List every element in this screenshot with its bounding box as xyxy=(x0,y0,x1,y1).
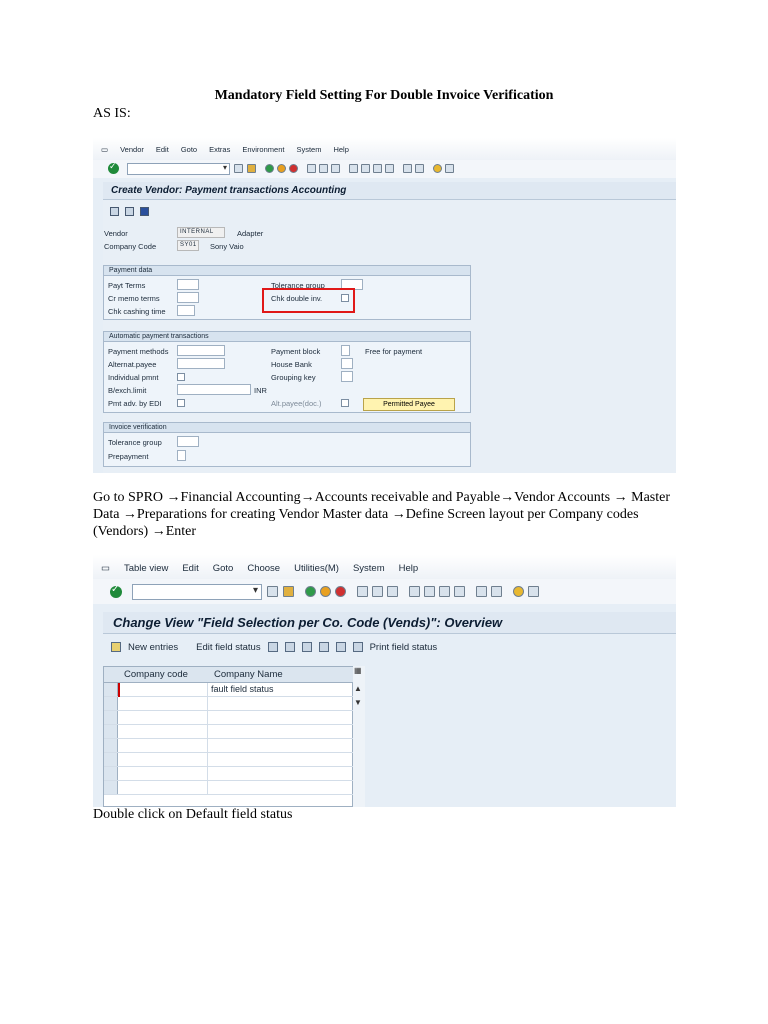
table-row[interactable] xyxy=(104,739,354,753)
exit-icon[interactable] xyxy=(277,164,286,173)
highlight-box xyxy=(262,288,355,313)
standard-toolbar xyxy=(93,579,676,604)
menu-item-help[interactable]: Help xyxy=(333,145,349,154)
shortcut-icon[interactable] xyxy=(491,586,502,597)
individual-pmnt-checkbox[interactable] xyxy=(177,373,185,381)
grouping-key-label: Grouping key xyxy=(271,373,316,382)
house-bank-field[interactable] xyxy=(341,358,353,369)
find-icon[interactable] xyxy=(319,164,328,173)
tolerance-group-label: Tolerance group xyxy=(271,281,325,290)
enter-icon[interactable] xyxy=(110,586,122,598)
menu-item-system[interactable]: System xyxy=(296,145,322,154)
payment-methods-label: Payment methods xyxy=(108,347,169,356)
print-icon[interactable] xyxy=(307,164,316,173)
save-icon[interactable] xyxy=(247,164,256,173)
help-icon[interactable] xyxy=(513,586,524,597)
company-code-description: Sony Vaio xyxy=(210,242,244,251)
payment-block-description: Free for payment xyxy=(365,347,423,356)
company-code-cell[interactable] xyxy=(118,697,208,711)
company-code-cell[interactable] xyxy=(118,725,208,739)
currency-label: INR xyxy=(254,386,267,395)
row-selector[interactable] xyxy=(104,739,118,752)
exit-icon[interactable] xyxy=(320,586,331,597)
edit-field-status-button[interactable]: Edit field status xyxy=(196,641,261,653)
row-selector[interactable] xyxy=(104,767,118,780)
payt-terms-field[interactable] xyxy=(177,279,199,290)
menu-bar xyxy=(93,555,676,579)
new-entries-button[interactable]: New entries xyxy=(128,641,179,653)
last-page-icon[interactable] xyxy=(385,164,394,173)
scroll-down-icon[interactable]: ▼ xyxy=(354,698,362,707)
individual-pmnt-label: Individual pmnt xyxy=(108,373,159,382)
b-exch-limit-label: B/exch.limit xyxy=(108,386,147,395)
menu-icon[interactable]: ▭ xyxy=(101,563,110,574)
previous-page-icon[interactable] xyxy=(361,164,370,173)
invoice-verification-title: Invoice verification xyxy=(104,423,470,433)
company-name-cell[interactable] xyxy=(208,753,354,767)
row-selector[interactable] xyxy=(104,711,118,724)
row-selector[interactable] xyxy=(104,683,118,696)
menu-item-goto[interactable]: Goto xyxy=(212,563,234,574)
prepayment-label: Prepayment xyxy=(108,452,149,461)
new-entries-icon[interactable] xyxy=(111,642,121,652)
back-icon[interactable] xyxy=(305,586,316,597)
back-arrow-icon[interactable] xyxy=(267,586,278,597)
menu-item-extras[interactable]: Extras xyxy=(209,145,231,154)
create-vendor-screenshot xyxy=(93,138,676,473)
company-code-cell[interactable] xyxy=(118,781,208,795)
help-icon[interactable] xyxy=(433,164,442,173)
next-page-icon[interactable] xyxy=(373,164,382,173)
delete-icon[interactable] xyxy=(285,642,295,652)
print-icon[interactable] xyxy=(357,586,368,597)
next-page-icon[interactable] xyxy=(439,586,450,597)
application-toolbar xyxy=(103,637,676,657)
company-code-cell[interactable] xyxy=(118,753,208,767)
company-code-cell[interactable] xyxy=(118,711,208,725)
menu-list xyxy=(93,145,349,154)
company-name-cell[interactable] xyxy=(208,697,354,711)
payment-block-label: Payment block xyxy=(271,347,321,356)
display-icon[interactable] xyxy=(125,207,134,216)
save-icon[interactable] xyxy=(283,586,294,597)
select-block-icon[interactable] xyxy=(336,642,346,652)
pmt-adv-edi-checkbox[interactable] xyxy=(177,399,185,407)
cr-memo-terms-field[interactable] xyxy=(177,292,199,303)
new-session-icon[interactable] xyxy=(476,586,487,597)
document-title: Mandatory Field Setting For Double Invoice Verification xyxy=(214,88,554,103)
other-vendor-icon[interactable] xyxy=(110,207,119,216)
menu-item-utilities[interactable]: Utilities(M) xyxy=(294,563,339,574)
column-settings-icon[interactable]: ▦ xyxy=(354,666,362,675)
iv-tolerance-group-label: Tolerance group xyxy=(108,438,162,447)
menu-item-help[interactable]: Help xyxy=(398,563,419,574)
chk-cashing-time-field[interactable] xyxy=(177,305,195,316)
cancel-icon[interactable] xyxy=(289,164,298,173)
table-row[interactable] xyxy=(104,711,354,725)
column-company-name[interactable]: Company Name xyxy=(214,669,283,680)
row-selector[interactable] xyxy=(104,753,118,766)
menu-item-goto[interactable]: Goto xyxy=(180,145,198,154)
table-row[interactable] xyxy=(104,697,354,711)
command-field[interactable] xyxy=(127,163,230,175)
grouping-key-field[interactable] xyxy=(341,371,353,382)
row-selector[interactable] xyxy=(104,781,118,794)
company-code-cell[interactable] xyxy=(118,683,208,697)
table-row[interactable] xyxy=(104,683,354,697)
house-bank-label: House Bank xyxy=(271,360,312,369)
menu-item-table-view[interactable]: Table view xyxy=(123,563,169,574)
payment-data-title: Payment data xyxy=(104,266,470,276)
table-row[interactable] xyxy=(104,753,354,767)
shortcut-icon[interactable] xyxy=(415,164,424,173)
iv-tolerance-group-field[interactable] xyxy=(177,436,199,447)
layout-menu-icon[interactable] xyxy=(528,586,539,597)
menu-bar xyxy=(93,138,676,160)
payment-methods-field[interactable] xyxy=(177,345,225,356)
payt-terms-label: Payt Terms xyxy=(108,281,146,290)
last-page-icon[interactable] xyxy=(454,586,465,597)
payment-block-field[interactable] xyxy=(341,345,350,356)
copy-icon[interactable] xyxy=(268,642,278,652)
company-code-field: SY01 xyxy=(177,240,199,251)
alt-payee-doc-label: Alt.payee(doc.) xyxy=(271,399,322,408)
company-name-cell[interactable]: fault field status xyxy=(208,683,354,697)
prepayment-field[interactable] xyxy=(177,450,186,461)
info-icon[interactable] xyxy=(140,207,149,216)
b-exch-limit-field[interactable] xyxy=(177,384,251,395)
vendor-label: Vendor xyxy=(104,229,128,238)
cancel-icon[interactable] xyxy=(335,586,346,597)
find-next-icon[interactable] xyxy=(387,586,398,597)
company-code-table xyxy=(103,666,353,807)
screen-title: Create Vendor: Payment transactions Accounting xyxy=(103,182,676,200)
company-name-cell[interactable] xyxy=(208,767,354,781)
field-selection-screenshot xyxy=(93,555,676,807)
company-code-cell[interactable] xyxy=(118,739,208,753)
table-row[interactable] xyxy=(104,725,354,739)
company-name-cell[interactable] xyxy=(208,739,354,753)
back-icon[interactable] xyxy=(265,164,274,173)
chk-cashing-time-label: Chk cashing time xyxy=(108,307,166,316)
navigation-instructions: Go to SPRO →Financial Accounting→Accounts receivable and Payable→Vendor Accounts → Master Data →Preparations for creating Vendor Master data →Define Screen layout per Company codes (Vendors) →Enter xyxy=(93,490,670,539)
print-field-status-button[interactable]: Print field status xyxy=(369,641,438,653)
menu-item-system[interactable]: System xyxy=(352,563,385,574)
standard-toolbar xyxy=(93,160,676,178)
menu-item-vendor[interactable]: Vendor xyxy=(120,145,144,154)
new-session-icon[interactable] xyxy=(403,164,412,173)
table-row[interactable] xyxy=(104,767,354,781)
command-field[interactable] xyxy=(132,584,262,600)
find-next-icon[interactable] xyxy=(331,164,340,173)
auto-payment-title: Automatic payment transactions xyxy=(104,332,470,342)
company-name-cell[interactable] xyxy=(208,725,354,739)
company-name-cell[interactable] xyxy=(208,781,354,795)
menu-item-choose[interactable]: Choose xyxy=(247,563,281,574)
row-selector[interactable] xyxy=(104,697,118,710)
vendor-field: INTERNAL xyxy=(177,227,225,238)
deselect-all-icon[interactable] xyxy=(353,642,363,652)
table-row[interactable] xyxy=(104,781,354,795)
enter-icon[interactable] xyxy=(108,163,119,174)
company-code-label: Company Code xyxy=(104,242,157,251)
menu-item-environment[interactable]: Environment xyxy=(242,145,285,154)
alt-payee-doc-checkbox[interactable] xyxy=(341,399,349,407)
alternat-payee-field[interactable] xyxy=(177,358,225,369)
find-icon[interactable] xyxy=(372,586,383,597)
select-all-icon[interactable] xyxy=(319,642,329,652)
menu-icon[interactable]: ▭ xyxy=(101,145,109,154)
first-page-icon[interactable] xyxy=(349,164,358,173)
permitted-payee-button[interactable]: Permitted Payee xyxy=(363,398,455,411)
cr-memo-terms-label: Cr memo terms xyxy=(108,294,160,303)
undo-icon[interactable] xyxy=(302,642,312,652)
company-name-cell[interactable] xyxy=(208,711,354,725)
previous-page-icon[interactable] xyxy=(424,586,435,597)
as-is-label: AS IS: xyxy=(93,106,131,121)
pmt-adv-edi-label: Pmt adv. by EDI xyxy=(108,399,162,408)
menu-item-edit[interactable]: Edit xyxy=(155,145,169,154)
chk-double-inv-label: Chk double inv. xyxy=(271,294,323,303)
alternat-payee-label: Alternat.payee xyxy=(108,360,157,369)
first-page-icon[interactable] xyxy=(409,586,420,597)
layout-menu-icon[interactable] xyxy=(445,164,454,173)
column-company-code[interactable]: Company code xyxy=(124,669,188,680)
menu-list xyxy=(101,563,418,574)
row-selector[interactable] xyxy=(104,725,118,738)
application-toolbar xyxy=(110,207,149,216)
company-code-cell[interactable] xyxy=(118,767,208,781)
screen-title: Change View "Field Selection per Co. Code (Vends)": Overview xyxy=(103,612,676,634)
table-scrollbar[interactable] xyxy=(353,666,365,807)
back-arrow-icon[interactable] xyxy=(234,164,243,173)
table-header xyxy=(104,667,354,683)
menu-item-edit[interactable]: Edit xyxy=(182,563,199,574)
scroll-up-icon[interactable]: ▲ xyxy=(354,684,362,693)
final-instruction: Double click on Default field status xyxy=(93,807,293,822)
vendor-description: Adapter xyxy=(237,229,264,238)
